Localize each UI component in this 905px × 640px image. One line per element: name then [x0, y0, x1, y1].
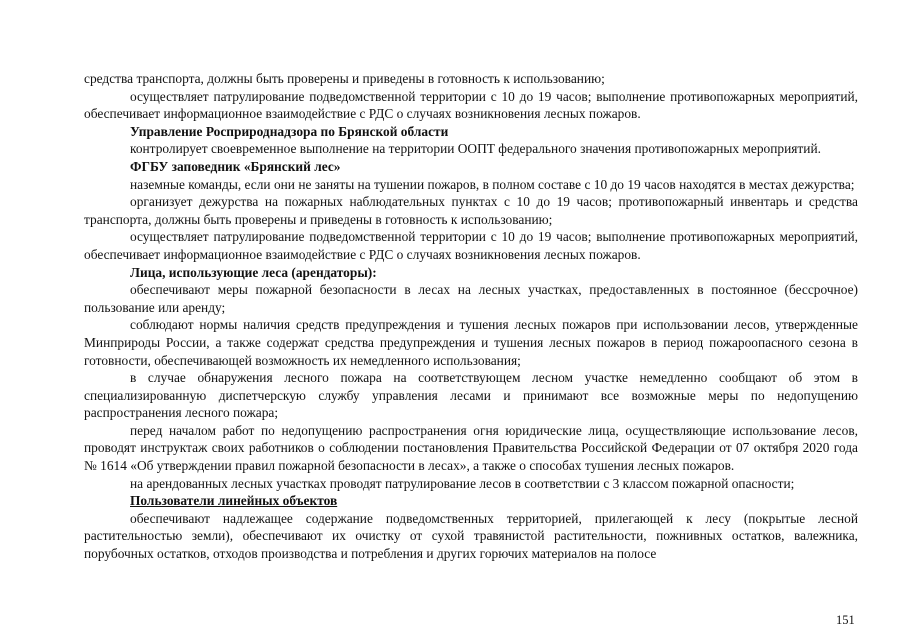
paragraph: обеспечивают меры пожарной безопасности в лесах на лесных участках, предоставленных в постоянное (бессрочное) пользование или аренду;	[84, 282, 858, 315]
paragraph: осуществляет патрулирование подведомственной территории с 10 до 19 часов; выполнение противопожарных мероприятий, обеспечивает информационное взаимодействие с РДС о случаях возникновения лесных пожаров.	[84, 229, 858, 262]
paragraph: организует дежурства на пожарных наблюдательных пунктах с 10 до 19 часов; противопожарный инвентарь и средства транспорта, должны быть проверены и приведены в готовность к использованию;	[84, 194, 858, 227]
paragraph: на арендованных лесных участках проводят патрулирование лесов в соответствии с 3 классом пожарной опасности;	[130, 475, 795, 491]
section-heading: Управление Росприроднадзора по Брянской области	[130, 123, 449, 139]
paragraph: перед началом работ по недопущению распространения огня юридические лица, осуществляющие использование лесов, проводят инструктаж своих работников о соблюдении постановления Правительства Российской Федерации от 07 октября 2020 года № 1614 «Об утверждении правил пожарной безопасности в лесах», а также о способах тушения лесных пожаров.	[84, 422, 858, 474]
section-heading: ФГБУ заповедник «Брянский лес»	[130, 158, 341, 174]
page-content	[84, 70, 858, 563]
paragraph: контролирует своевременное выполнение на территории ООПТ федерального значения противопожарных мероприятий.	[130, 141, 821, 157]
section-heading: Лица, использующие леса (арендаторы):	[130, 264, 377, 280]
paragraph: средства транспорта, должны быть проверены и приведены в готовность к использованию;	[84, 71, 605, 86]
paragraph: наземные команды, если они не заняты на тушении пожаров, в полном составе с 10 до 19 часов находятся в местах дежурства;	[130, 176, 855, 192]
paragraph: соблюдают нормы наличия средств предупреждения и тушения лесных пожаров при использовании лесов, утвержденные Минприроды России, а также содержат средства предупреждения и тушения лесных пожаров в период пожароопасного сезона в готовности, обеспечивающей возможность их немедленного использования;	[84, 317, 858, 368]
paragraph: в случае обнаружения лесного пожара на соответствующем лесном участке немедленно сообщают об этом в специализированную диспетчерскую службу управления лесами и принимают все возможные меры по недопущению распространения лесного пожара;	[84, 370, 858, 421]
paragraph: осуществляет патрулирование подведомственной территории с 10 до 19 часов; выполнение противопожарных мероприятий, обеспечивает информационное взаимодействие с РДС о случаях возникновения лесных пожаров.	[84, 88, 858, 122]
section-heading: Пользователи линейных объектов	[130, 493, 338, 509]
paragraph: обеспечивают надлежащее содержание подведомственных территорией, прилегающей к лесу (покрытые лесной растительностью земли), обеспечивают их очистку от сухой травянистой растительности, пожнивных остатков, валежника, порубочных остатков, отходов производства и потребления и других горючих материалов на полосе	[84, 510, 858, 562]
page-number: 151	[836, 613, 855, 627]
